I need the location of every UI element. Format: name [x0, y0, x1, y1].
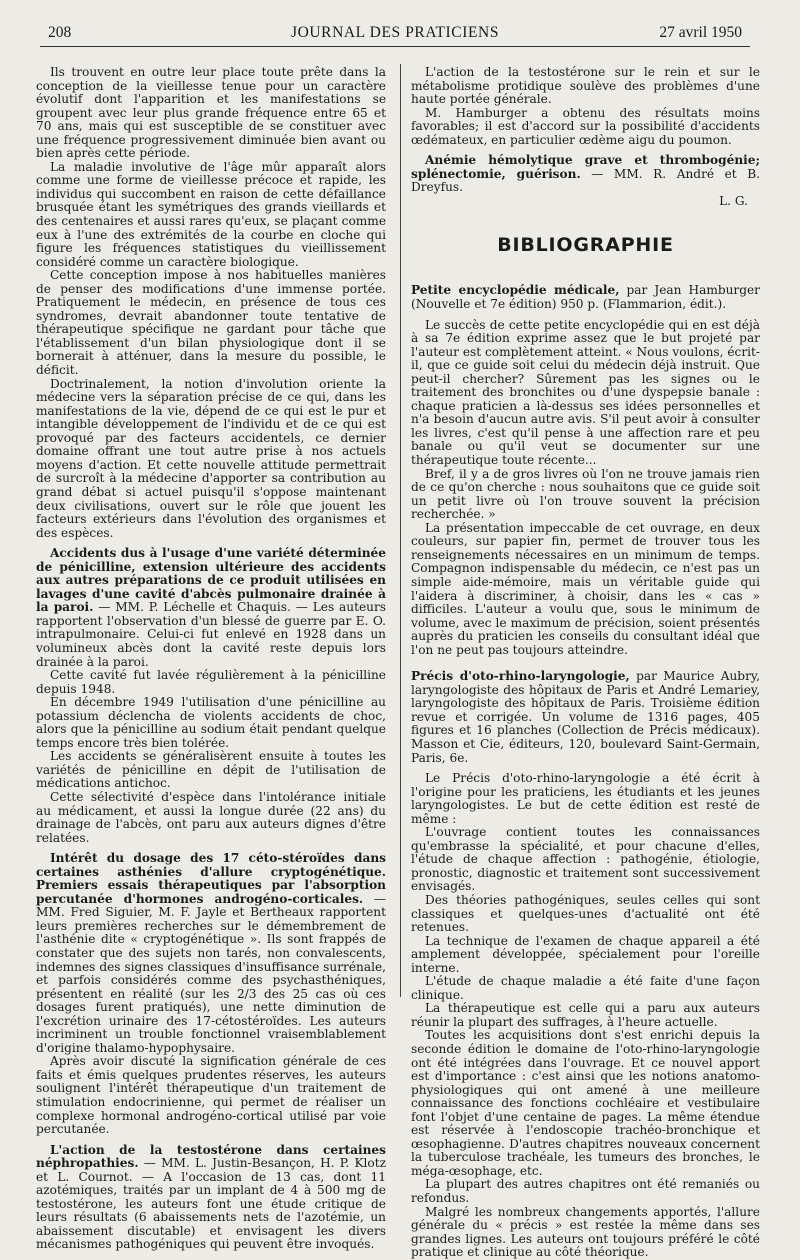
report-body: — MM. R. André et B. Dreyfus. [411, 166, 760, 195]
report-title: Anémie hémolytique grave et thrombogénie; splénectomie, guérison. [411, 153, 760, 181]
paragraph: Cette cavité fut lavée régulièrement à la pénicilline depuis 1948. [36, 668, 386, 696]
paragraph: M. Hamburger a obtenu des résultats moins favorables; il est d'accord sur la possibilité d'accidents œdémateux, en particulier œdème aigu du poumon. [411, 105, 760, 147]
paragraph: Les accidents se généralisèrent ensuite à toutes les variétés de pénicilline en dépit de l'utilisation de médications antichoc. [36, 749, 386, 791]
book-entry-encyclopedie [411, 284, 760, 311]
paragraph: Le succès de cette petite encyclopédie qui en est déjà à sa 7e édition exprime assez que le but projeté par l'auteur est complètement atteint. « Nous voulons, écrit-il, que ce guide soit celui du médecin déjà instruit. Que peut-il chercher? Sûrement pas les signes ou le traitement des bronchites ou d'une dyspepsie banale : chaque praticien a là-dessus ses idées personnelles et n'a besoin d'aucun autre avis. S'il peut avoir à consulter les livres, c'est qu'il pense à une affection rare et peu banale ou qu'il veut se documenter sur une thérapeutique toute récente... [411, 317, 760, 468]
left-column [36, 66, 386, 1252]
report-body: — MM. P. Léchelle et Chaquis. — Les auteurs rapportent l'observation d'un blessé de guerre par E. O. intrapulmonaire. Celui-ci fut enlevé en 1928 dans un volumineux abcès dont la cavité reste depuis lors drainée à la paroi. [36, 600, 386, 669]
paragraph: La thérapeutique est celle qui a paru aux auteurs réunir la plupart des suffrages, à l'heure actuelle. [411, 1001, 760, 1029]
paragraph: La plupart des autres chapitres ont été remaniés ou refondus. [411, 1177, 760, 1206]
report-ceto-steroides [36, 852, 386, 1055]
paragraph: Cette sélectivité d'espèce dans l'intolérance initiale au médicament, et aussi la longue durée (22 ans) du drainage de l'abcès, ont paru aux auteurs dignes d'être relatées. [36, 789, 386, 845]
paragraph: Après avoir discuté la signification générale de ces faits et émis quelques prudentes réserves, les auteurs soulignent l'intérêt thérapeutique d'un traitement de stimulation endocrinienne, qui permet de réaliser un complexe hormonal androgéno-cortical utilisé par voie percutanée. [36, 1054, 386, 1137]
paragraph: En décembre 1949 l'utilisation d'une pénicilline au potassium déclencha de violents accidents de choc, alors que la pénicilline au sodium était pendant quelque temps encore très bien tolérée. [36, 695, 386, 750]
paragraph: Cette conception impose à nos habituelles manières de penser des modifications d'une immense portée. Pratiquement le médecin, en présence de tous ces syndromes, devrait abandonner toute tentative de thérapeutique spécifique ne gardant pour tâche que l'établissement d'un bilan physiologique dont il se bornerait à atténuer, dans la mesure du possible, le déficit. [36, 268, 386, 378]
journal-title: JOURNAL DES PRATICIENS [290, 24, 500, 41]
report-title: Accidents dus à l'usage d'une variété déterminée de pénicilline, extension ultérieure des accidents aux autres préparations de ce produit utilisées en lavages d'une cavité d'abcès pulmonaire drainée à la paroi. [36, 546, 386, 615]
report-body: — MM. L. Justin-Besançon, H. P. Klotz et L. Cournot. — A l'occasion de 13 cas, dont 11 azotémiques, traités par un implant de 4 à 500 mg de testostérone, les auteurs font une étude critique de leurs résultats (6 abaissements nets de l'azotémie, un abaissement discutable) et envisagent les divers mécanismes pathogéniques qui peuvent être invoqués. [36, 1156, 386, 1252]
paragraph: La maladie involutive de l'âge mûr apparaît alors comme une forme de vieillesse précoce et rapide, les individus qui succombent en raison de cette défaillance brusquée étant les symétriques des grands vieillards et des centenaires et aussi rares qu'eux, se plaçant comme eux à l'une des extrémités de la courbe en cloche qui figure les fréquences statistiques du vieillissement considéré comme un caractère biologique. [36, 159, 386, 269]
paragraph: Le Précis d'oto-rhino-laryngologie a été écrit à l'origine pour les praticiens, les étudiants et les jeunes laryngologistes. Le but de cette édition est resté de même : [411, 771, 760, 826]
issue-date: 27 avril 1950 [659, 24, 742, 41]
page-number: 208 [48, 24, 72, 41]
book-info: par Maurice Aubry, laryngologiste des hôpitaux de Paris et André Lemariey, laryngologiste des hôpitaux de Paris. Troisième édition revue et corrigée. Un volume de 1316 pages, 405 figures et 16 planches (Collection de Précis médicaux). Masson et Cie, éditeurs, 120, boulevard Saint-Germain, Paris, 6e. [411, 669, 760, 765]
paragraph: Bref, il y a de gros livres où l'on ne trouve jamais rien de ce qu'on cherche : nous souhaitons que ce guide soit un petit livre où l'on trouve souvent la précision recherchée. » [411, 466, 760, 522]
book-entry-precis-orl [411, 670, 760, 765]
paragraph: L'étude de chaque maladie a été faite d'une façon clinique. [411, 974, 760, 1002]
report-anemie-hemolytique [411, 154, 760, 195]
column-divider [400, 64, 401, 997]
paragraph: Ils trouvent en outre leur place toute prête dans la conception de la vieillesse tenue pour un caractère évolutif dont l'apparition et les manifestations se groupent avec leur plus grande fréquence entre 65 et 70 ans, mais qui est susceptible de se constituer avec une fréquence progressivement diminuée bien avant ou bien après cette période. [36, 65, 386, 161]
paragraph: L'ouvrage contient toutes les connaissances qu'embrasse la spécialité, et pour chacune d'elles, l'étude de chaque affection : pathogénie, étiologie, pronostic, diagnostic et traitement sont successivement envisagés. [411, 825, 760, 894]
paragraph: La présentation impeccable de cet ouvrage, en deux couleurs, sur papier fin, permet de trouver tous les renseignements nécessaires en un minimum de temps. Compagnon indispensable du médecin, ce n'est pas un simple aide-mémoire, mais un véritable guide qui l'aidera à discriminer, à choisir, dans les « cas » difficiles. L'auteur a voulu que, sous le minimum de volume, avec le maximum de précision, soient présentés auprès du praticien les conseils du consultant idéal que l'on ne peut pas toujours atteindre. [411, 520, 760, 657]
paragraph: Des théories pathogéniques, seules celles qui sont classiques et quelques-unes d'actualité ont été retenues. [411, 892, 760, 935]
right-column [411, 66, 760, 1260]
report-body: — MM. Fred Siguier, M. F. Jayle et Bertheaux rapportent leurs premières recherches sur le démembrement de l'asthénie dite « cryptogénétique ». Ils sont frappés de constater que des sujets non tarés, non convalescents, indemnes des signes classiques d'insuffisance surrénale, et parfois considérés comme des psychasthéniques, présentent en réalité (sur les 2/3 des 25 cas où ces dosages furent pratiqués), une nette diminution de l'excrétion urinaire des 17-cétostéroïdes. Les auteurs incriminent un trouble fonctionnel vraisemblablement d'origine thalamo-hypophysaire. [36, 891, 386, 1055]
book-title: Petite encyclopédie médicale, [411, 283, 620, 298]
page-header [48, 24, 742, 46]
section-heading-bibliographie: BIBLIOGRAPHIE [497, 234, 674, 257]
paragraph: L'action de la testostérone sur le rein et sur le métabolisme protidique soulève des problèmes d'une haute portée générale. [411, 65, 760, 107]
book-title: Précis d'oto-rhino-laryngologie, [411, 669, 630, 684]
author-signature: L. G. [719, 193, 748, 208]
report-title: Intérêt du dosage des 17 céto-stéroïdes dans certaines asthénies d'allure cryptogénétique. Premiers essais thérapeutiques par l'absorption percutanée d'hormones androgéno-corticales. [36, 851, 386, 906]
paragraph: Doctrinalement, la notion d'involution oriente la médecine vers la séparation précise de ce qui, dans les manifestations de la vie, dépend de ce qui est le pur et intangible développement de l'individu et de ce qui est provoqué par des facteurs accidentels, ce dernier domaine offrant une tout autre prise à nos actuels moyens d'action. Et cette nouvelle attitude permettrait de surcroît à la médecine d'apporter sa contribution au grand débat si actuel puisqu'il s'oppose maintenant deux civilisations, ouvert sur le rôle que jouent les facteurs extérieurs dans l'évolution des organismes et des espèces. [36, 376, 386, 540]
report-title: L'action de la testostérone dans certaines néphropathies. [36, 1142, 386, 1171]
report-accidents-penicilline [36, 547, 386, 669]
paragraph: Toutes les acquisitions dont s'est enrichi depuis la seconde édition le domaine de l'oto-rhino-laryngologie ont été intégrées dans l'ouvrage. Et ce nouvel apport est d'importance : c'est ainsi que les notions anatomo-physiologiques qui ont amené à une meilleure connaissance des fonctions cochléaire et vestibulaire font l'objet d'une centaine de pages. La même étendue est réservée à l'endoscopie trachéo-bronchique et œsophagienne. D'autres chapitres nouveaux concernent la tuberculose trachéale, les tumeurs des bronches, le méga-œsophage, etc. [411, 1028, 760, 1178]
paragraph: Malgré les nombreux changements apportés, l'allure générale du « précis » est restée la même dans ses grandes lignes. Les auteurs ont toujours préféré le côté pratique et clinique au côté théorique. [411, 1204, 760, 1260]
paragraph: La technique de l'examen de chaque appareil a été amplement développée, spécialement pour l'oreille interne. [411, 933, 760, 975]
book-info: par Jean Hamburger (Nouvelle et 7e édition) 950 p. (Flammarion, édit.). [411, 283, 760, 312]
report-testosterone [36, 1144, 386, 1252]
header-rule [40, 46, 750, 47]
